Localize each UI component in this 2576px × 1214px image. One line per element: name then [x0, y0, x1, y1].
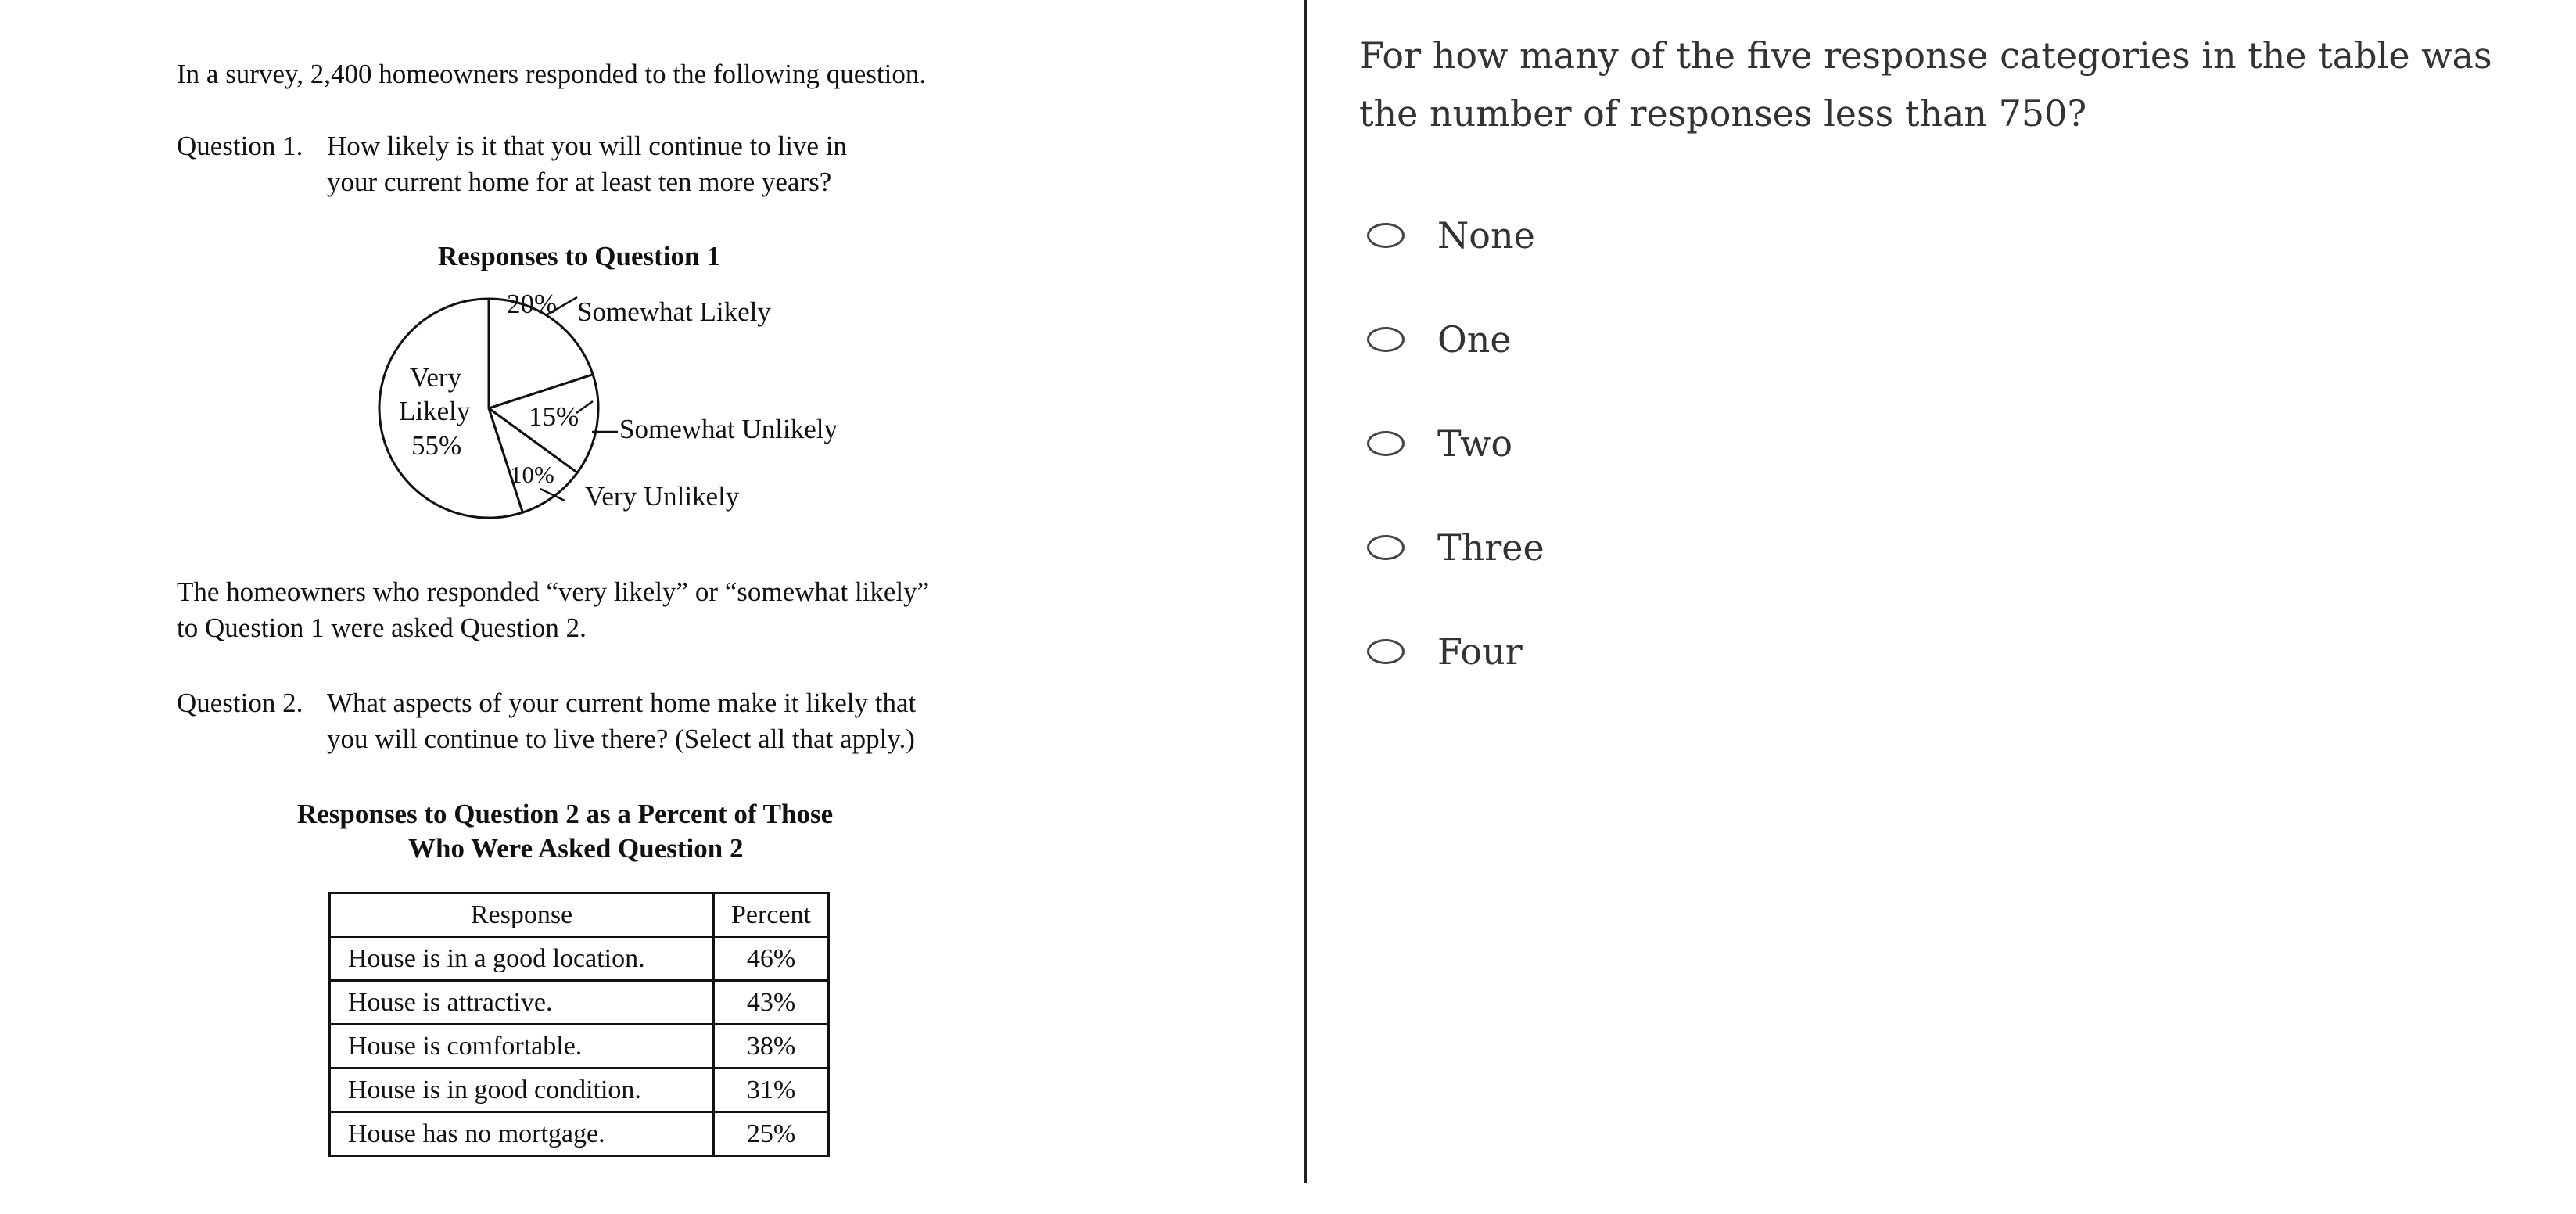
pie-label-somewhat-likely-pct: 20%	[507, 289, 558, 319]
radio-button[interactable]	[1367, 327, 1405, 352]
table-row	[330, 937, 829, 981]
table-title-line1: Responses to Question 2 as a Percent of Those	[297, 799, 834, 829]
table-cell-percent: 46%	[714, 937, 829, 981]
followup-line2: to Question 1 were asked Question 2.	[177, 612, 587, 643]
choice-label: Three	[1437, 526, 1545, 569]
choice-label: None	[1437, 214, 1535, 257]
choice-label: Four	[1437, 630, 1523, 673]
table-row	[330, 981, 829, 1025]
table-cell-percent: 25%	[714, 1112, 829, 1156]
table-header-response: Response	[330, 893, 714, 937]
table-row	[330, 1025, 829, 1069]
pie-label-somewhat-likely: Somewhat Likely	[577, 296, 771, 327]
followup-line1: The homeowners who responded “very likely” or “somewhat likely”	[177, 576, 930, 607]
question2-line1: What aspects of your current home make it likely that	[327, 688, 917, 718]
question2-line2: you will continue to live there? (Select all that apply.)	[327, 724, 915, 754]
table-cell-response: House is comfortable.	[330, 1025, 714, 1069]
table-cell-response: House is in a good location.	[330, 937, 714, 981]
intro-text: In a survey, 2,400 homeowners responded to the following question.	[177, 59, 927, 89]
pie-label-very-unlikely-pct: 10%	[510, 461, 554, 488]
table-row	[330, 1112, 829, 1156]
table-cell-percent: 38%	[714, 1025, 829, 1069]
question2-prefix: Question 2.	[177, 688, 303, 718]
choice-four[interactable]	[1359, 599, 2532, 703]
pie-label-very-likely-2: Likely	[399, 396, 471, 426]
choice-label: One	[1437, 318, 1512, 361]
radio-button[interactable]	[1367, 431, 1405, 456]
responses-table	[328, 892, 830, 1157]
question1-line1: How likely is it that you will continue to live in	[327, 131, 847, 161]
question-panel	[1359, 27, 2532, 703]
radio-button[interactable]	[1367, 223, 1405, 248]
pie-title: Responses to Question 1	[438, 241, 720, 271]
choice-two[interactable]	[1359, 391, 2532, 495]
table-row	[330, 1069, 829, 1112]
choice-three[interactable]	[1359, 495, 2532, 599]
table-cell-percent: 31%	[714, 1069, 829, 1112]
question1-prefix: Question 1.	[177, 131, 303, 161]
pie-label-somewhat-unlikely-pct: 15%	[529, 401, 579, 432]
pie-label-very-likely-pct: 55%	[411, 430, 462, 461]
panel-divider	[1304, 0, 1307, 1183]
table-header-row	[330, 893, 829, 937]
pie-chart	[0, 0, 1304, 548]
table-cell-response: House is in good condition.	[330, 1069, 714, 1112]
question1-line2: your current home for at least ten more years?	[327, 167, 832, 197]
pie-label-very-unlikely: Very Unlikely	[585, 481, 740, 512]
table-cell-response: House has no mortgage.	[330, 1112, 714, 1156]
table-title-line2: Who Were Asked Question 2	[408, 833, 744, 864]
choice-label: Two	[1437, 422, 1513, 465]
radio-button[interactable]	[1367, 639, 1405, 664]
table-header-percent: Percent	[714, 893, 829, 937]
choice-none[interactable]	[1359, 183, 2532, 287]
pie-label-somewhat-unlikely: Somewhat Unlikely	[619, 414, 838, 444]
question-text: For how many of the five response categories in the table was the number of responses less than 750?	[1359, 34, 2492, 135]
table-cell-response: House is attractive.	[330, 981, 714, 1025]
pie-label-very-likely-1: Very	[410, 362, 462, 393]
answer-choices	[1359, 183, 2532, 703]
choice-one[interactable]	[1359, 287, 2532, 391]
table-cell-percent: 43%	[714, 981, 829, 1025]
radio-button[interactable]	[1367, 535, 1405, 560]
